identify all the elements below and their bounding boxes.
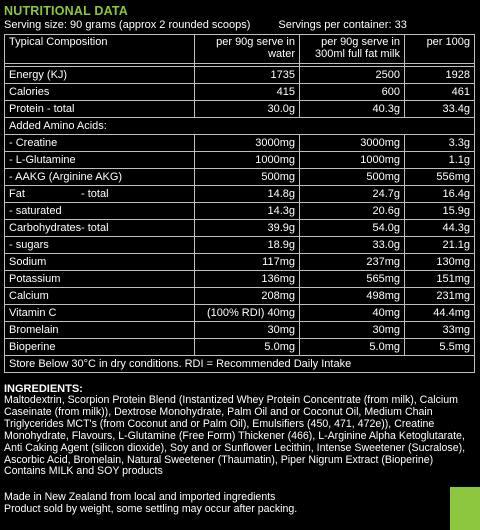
header-per-100g: per 100g — [405, 35, 475, 64]
cell-value: 565mg — [300, 271, 405, 288]
cell-value: 5.0mg — [300, 339, 405, 356]
cell-value: 21.1g — [405, 237, 475, 254]
cell-value: 498mg — [300, 288, 405, 305]
row-label-bioperine: Bioperine — [5, 339, 195, 356]
table-row — [5, 169, 475, 186]
cell-value: 117mg — [195, 254, 300, 271]
cell-value: 18.9g — [195, 237, 300, 254]
table-row — [5, 288, 475, 305]
row-label-energy: Energy (KJ) — [5, 67, 195, 84]
cell-value: (100% RDI) 40mg — [195, 305, 300, 322]
cell-value: 3.3g — [405, 135, 475, 152]
cell-value: 151mg — [405, 271, 475, 288]
cell-value: 30mg — [300, 322, 405, 339]
cell-value: 500mg — [300, 169, 405, 186]
cell-value: 5.5mg — [405, 339, 475, 356]
row-label-potassium: Potassium — [5, 271, 195, 288]
table-row — [5, 186, 475, 203]
table-row — [5, 322, 475, 339]
cell-value: 208mg — [195, 288, 300, 305]
table-row — [5, 135, 475, 152]
carbs-sub-label: - total — [81, 221, 109, 234]
cell-value: 461 — [405, 84, 475, 101]
cell-value: 136mg — [195, 271, 300, 288]
row-label-carbohydrates-total — [5, 220, 195, 237]
ingredients-heading: INGREDIENTS: — [4, 383, 83, 396]
carbs-label: Carbohydrates — [9, 221, 82, 234]
cell-value: 500mg — [195, 169, 300, 186]
cell-value: 237mg — [300, 254, 405, 271]
made-in-statement: Made in New Zealand from local and imported ingredients — [4, 491, 276, 504]
ingredients-section — [4, 383, 474, 478]
table-row — [5, 356, 475, 373]
row-label-vitamin-c: Vitamin C — [5, 305, 195, 322]
cell-value: 1000mg — [195, 152, 300, 169]
row-label-aakg: - AAKG (Arginine AKG) — [5, 169, 195, 186]
table-row — [5, 101, 475, 118]
header-typical-composition: Typical Composition — [5, 35, 195, 64]
table-row — [5, 271, 475, 288]
cell-value: 3000mg — [300, 135, 405, 152]
cell-value: 231mg — [405, 288, 475, 305]
cell-value: 1735 — [195, 67, 300, 84]
cell-value: 556mg — [405, 169, 475, 186]
nutrition-table — [4, 34, 475, 373]
table-row — [5, 305, 475, 322]
cell-value: 44.4mg — [405, 305, 475, 322]
cell-value: 5.0mg — [195, 339, 300, 356]
green-accent-tab — [450, 487, 480, 530]
cell-value: 130mg — [405, 254, 475, 271]
cell-value: 14.8g — [195, 186, 300, 203]
row-label-fat-total — [5, 186, 195, 203]
sold-by-weight-statement: Product sold by weight, some settling may occur after packing. — [4, 503, 298, 516]
cell-value: 24.7g — [300, 186, 405, 203]
table-row — [5, 84, 475, 101]
cell-value: 33.4g — [405, 101, 475, 118]
cell-value: 33mg — [405, 322, 475, 339]
cell-value: 40.3g — [300, 101, 405, 118]
cell-value: 30.0g — [195, 101, 300, 118]
table-row — [5, 203, 475, 220]
header-per-serve-water: per 90g serve in water — [195, 35, 300, 64]
row-label-l-glutamine: - L-Glutamine — [5, 152, 195, 169]
table-row — [5, 339, 475, 356]
table-row — [5, 118, 475, 135]
row-label-calcium: Calcium — [5, 288, 195, 305]
row-label-sodium: Sodium — [5, 254, 195, 271]
table-row — [5, 152, 475, 169]
row-label-protein: Protein - total — [5, 101, 195, 118]
allergen-statement: Contains MILK and SOY products — [4, 465, 163, 478]
fat-sub-label: - total — [81, 187, 109, 200]
cell-value: 16.4g — [405, 186, 475, 203]
cell-value: 415 — [195, 84, 300, 101]
table-row — [5, 254, 475, 271]
serving-size: Serving size: 90 grams (approx 2 rounded scoops) — [4, 19, 251, 32]
table-row — [5, 220, 475, 237]
fat-label: Fat — [9, 187, 25, 200]
cell-value: 33.0g — [300, 237, 405, 254]
cell-value: 1928 — [405, 67, 475, 84]
row-label-sugars: - sugars — [5, 237, 195, 254]
row-label-added-amino-acids: Added Amino Acids: — [5, 118, 475, 135]
ingredients-text: Maltodextrin, Scorpion Protein Blend (Instantized Whey Protein Concentrate (from milk), Calcium Caseinate (from milk)), Dextrose Monohydrate, Palm Oil and or Coconut Oil, Medium Chain Triglycerides MCT's (from Coconut and or Palm Oil), Emulsifiers (450, 471, 472e)), Creatine Monohydrate, Flavours, L-Glutamine (Free Form) Thickener (466), L-Arginine Alpha Ketoglutarate, Anti Caking Agent (silicon dioxide), Soy and or Sunflower Lecithin, Intense Sweetener (Sucralose), Ascorbic Acid, Bromelain, Natural Sweetener (Thaumatin), Piper Nigrum Extract (Bioperine) — [4, 394, 466, 466]
servings-per-container: Servings per container: 33 — [278, 19, 407, 32]
cell-value: 20.6g — [300, 203, 405, 220]
table-header-row — [5, 35, 475, 64]
cell-value: 30mg — [195, 322, 300, 339]
origin-info — [4, 492, 476, 516]
header-per-serve-milk: per 90g serve in 300ml full fat milk — [300, 35, 405, 64]
cell-value: 600 — [300, 84, 405, 101]
cell-value: 2500 — [300, 67, 405, 84]
cell-value: 1.1g — [405, 152, 475, 169]
row-label-saturated: - saturated — [5, 203, 195, 220]
cell-value: 15.9g — [405, 203, 475, 220]
row-label-creatine: - Creatine — [5, 135, 195, 152]
cell-value: 3000mg — [195, 135, 300, 152]
nutrition-panel — [4, 4, 476, 516]
panel-title: NUTRITIONAL DATA — [4, 4, 129, 18]
cell-value: 1000mg — [300, 152, 405, 169]
table-row — [5, 67, 475, 84]
cell-value: 54.0g — [300, 220, 405, 237]
serving-info — [4, 19, 476, 32]
row-label-bromelain: Bromelain — [5, 322, 195, 339]
table-row — [5, 237, 475, 254]
cell-value: 14.3g — [195, 203, 300, 220]
cell-value: 44.3g — [405, 220, 475, 237]
storage-note: Store Below 30°C in dry conditions. RDI = Recommended Daily Intake — [5, 356, 475, 373]
row-label-calories: Calories — [5, 84, 195, 101]
cell-value: 39.9g — [195, 220, 300, 237]
cell-value: 40mg — [300, 305, 405, 322]
